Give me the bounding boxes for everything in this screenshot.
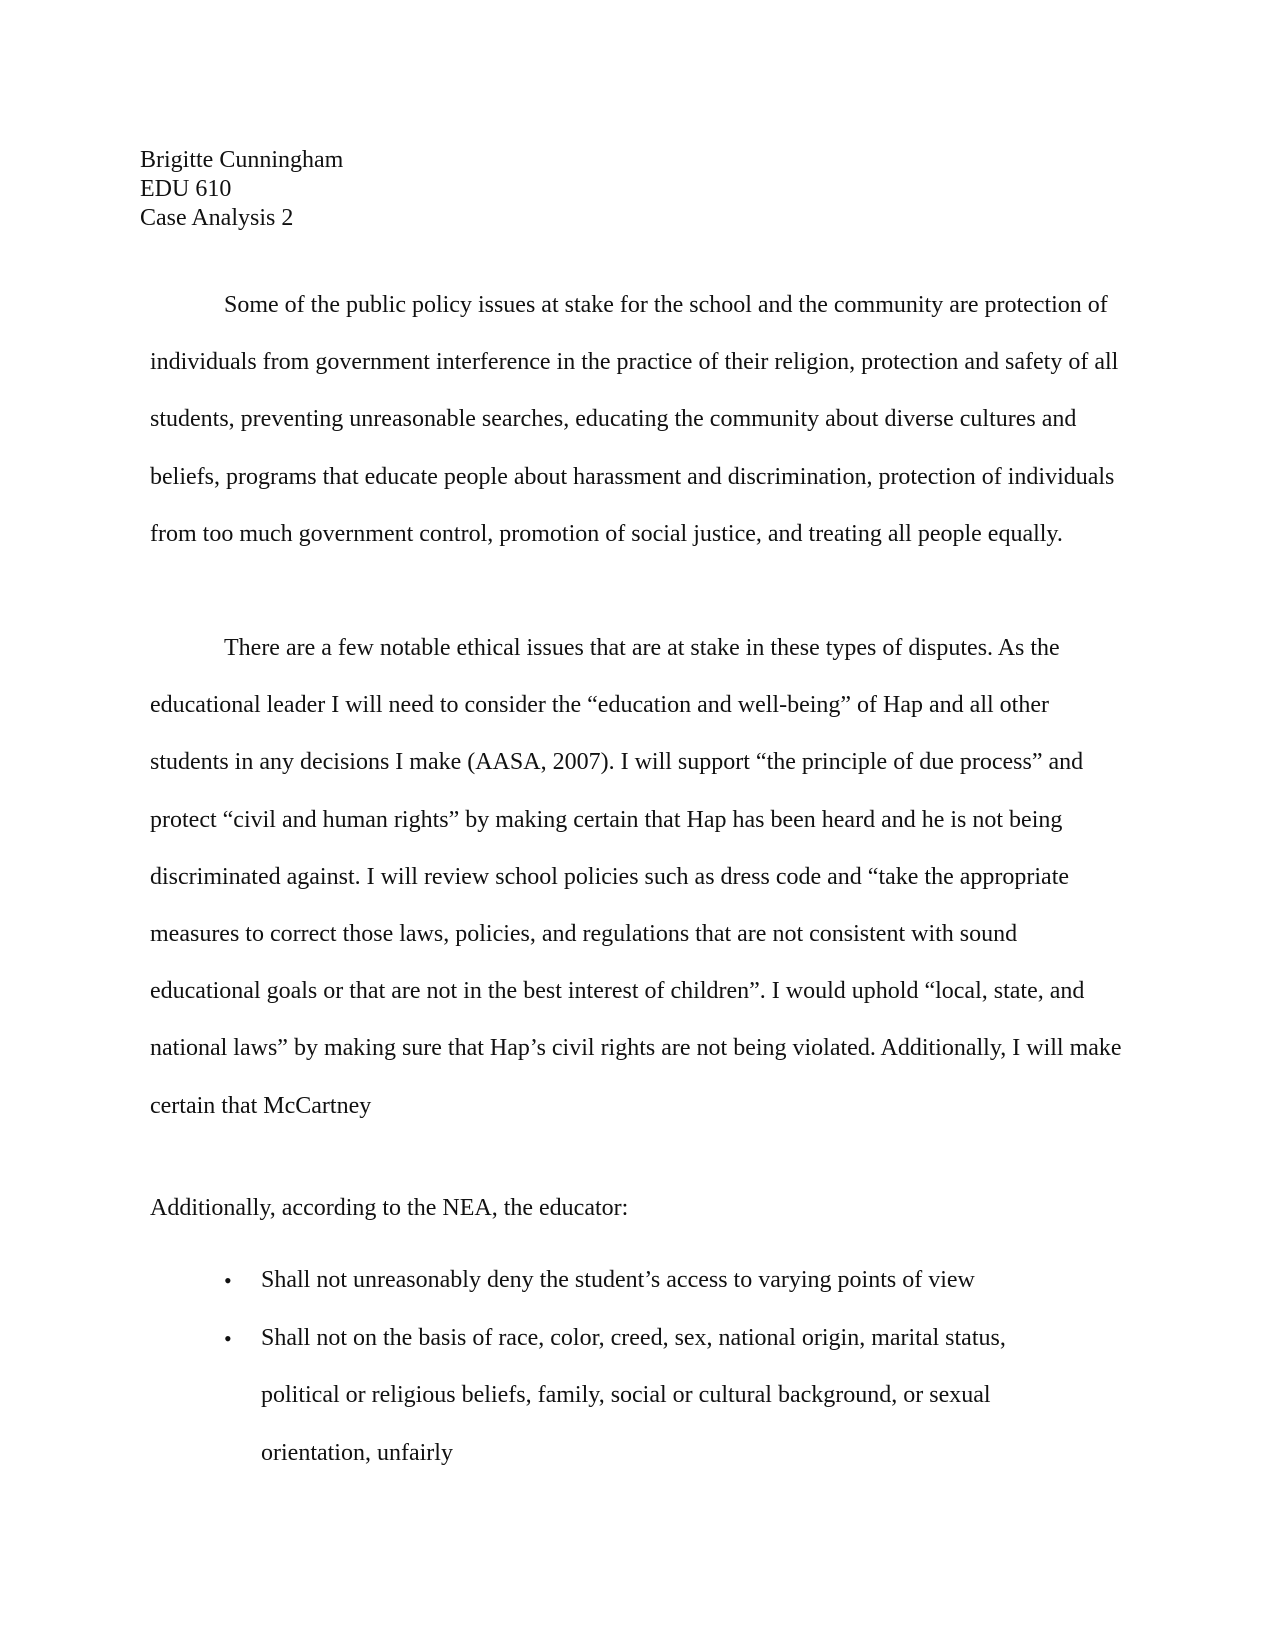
course-code: EDU 610 (140, 176, 232, 202)
author-name: Brigitte Cunningham (140, 147, 344, 173)
list-item (0, 1310, 1061, 1482)
nea-bullet-list (0, 1252, 1275, 1483)
nea-intro: Additionally, according to the NEA, the educator: (150, 1195, 629, 1221)
paragraph-ethical-issues: There are a few notable ethical issues that are at stake in these types of disputes. As the educational leader I will need to consider the “education and well-being” of Hap and all other students in any decisions I make (AASA, 2007). I will support “the principle of due process” and protect “civil and human rights” by making certain that Hap has been heard and he is not being discriminated against. I will review school policies such as dress code and “take the appropriate measures to correct those laws, policies, and regulations that are not consistent with sound educational goals or that are not in the best interest of children”. I would uphold “local, state, and national laws” by making sure that Hap’s civil rights are not being violated. Additionally, I will make certain that McCartney (150, 635, 1122, 1119)
bullet-icon: • (224, 1326, 232, 1352)
list-item (0, 1252, 1061, 1309)
bullet-text: Shall not unreasonably deny the student’s access to varying points of view (261, 1267, 975, 1293)
document-header (140, 146, 343, 233)
bullet-text: Shall not on the basis of race, color, creed, sex, national origin, marital status, political or religious beliefs, family, social or cultural background, or sexual orientation, unfairly (261, 1325, 1006, 1466)
paragraph-public-policy: Some of the public policy issues at stake for the school and the community are protection of individuals from government interference in the practice of their religion, protection and safety of all students, preventing unreasonable searches, educating the community about diverse cultures and beliefs, programs that educate people about harassment and discrimination, protection of individuals from too much government control, promotion of social justice, and treating all people equally. (150, 292, 1119, 547)
assignment-title: Case Analysis 2 (140, 205, 294, 231)
bullet-icon: • (224, 1268, 232, 1293)
